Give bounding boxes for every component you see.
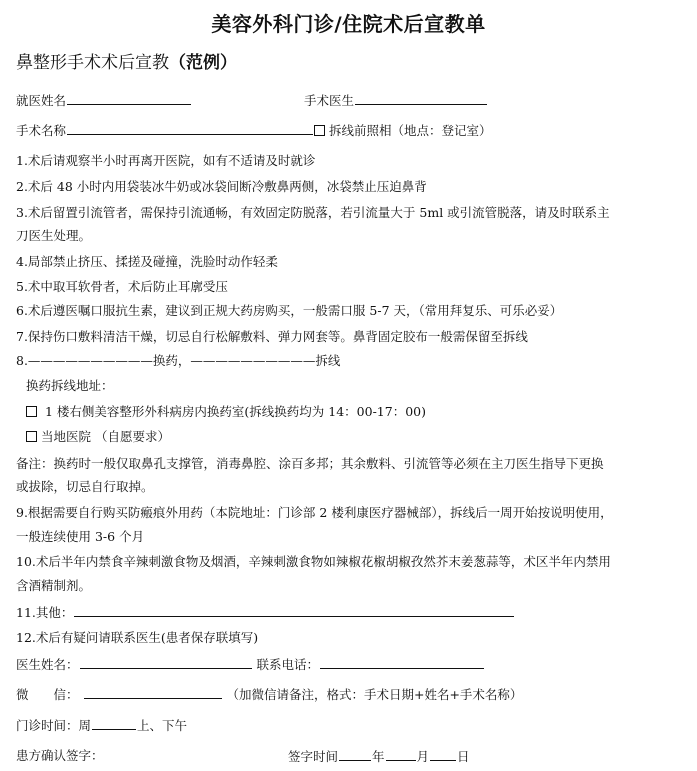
- item-7: 7.保持伤口敷料清洁干燥，切忌自行松解敷料、弹力网套等。鼻背固定胶布一般需保留至拆线: [16, 329, 528, 344]
- wechat-note: （加微信请备注，格式：手术日期+姓名+手术名称）: [226, 687, 523, 702]
- surgery-name-row: [16, 122, 492, 139]
- item-9-line-1: 9.根据需要自行购买防瘢痕外用药（本院地址：门诊部 2 楼利康医疗器械部），拆线后一周开始按说明使用，: [16, 505, 613, 520]
- patient-name-field[interactable]: [67, 92, 191, 105]
- item-1: 1.术后请观察半小时再离开医院，如有不适请及时就诊: [16, 153, 316, 168]
- doctor-name-field[interactable]: [80, 656, 252, 669]
- clinic-day-field[interactable]: [92, 717, 136, 730]
- address-option-1-checkbox[interactable]: [26, 406, 37, 417]
- item-9-line-2: 一般连续使用 3-6 个月: [16, 529, 145, 544]
- wechat-row: [16, 686, 522, 703]
- sign-day-label: 日: [457, 749, 470, 764]
- document-subtitle: [16, 48, 237, 73]
- note-line-1: 备注：换药时一般仅取鼻孔支撑管，消毒鼻腔、涂百多邦；其余敷料、引流管等必须在主刀医生指导下更换: [16, 456, 604, 471]
- subtitle-paren-open: （: [169, 53, 186, 73]
- sign-time-label: 签字时间: [288, 749, 339, 764]
- surgeon-field[interactable]: [355, 92, 487, 105]
- doctor-contact-row: [16, 656, 485, 673]
- other-field[interactable]: [74, 604, 514, 617]
- wechat-field[interactable]: [84, 686, 222, 699]
- item-2: 2.术后 48 小时内用袋装冰牛奶或冰袋间断冷敷鼻两侧，冰袋禁止压迫鼻背: [16, 179, 427, 194]
- clinic-time-suffix: 上、下午: [137, 718, 188, 733]
- patient-sign-label: 患方确认签字：: [16, 748, 104, 763]
- patient-sign-row: [16, 748, 104, 764]
- surgeon-row: [304, 92, 488, 109]
- sign-month-field[interactable]: [386, 748, 416, 761]
- subtitle-example: 范例: [186, 53, 220, 73]
- sign-month-label: 月: [416, 749, 430, 764]
- item-6: 6.术后遵医嘱口服抗生素，建议到正规大药房购买，一般需口服 5-7 天，（常用拜复乐、可乐必妥）: [16, 303, 563, 318]
- item-3-line-2: 刀医生处理。: [16, 228, 92, 243]
- item-3-line-1: 3.术后留置引流管者，需保持引流通畅，有效固定防脱落，若引流量大于 5ml 或引流管脱落，请及时联系主: [16, 205, 610, 220]
- item-10-line-1: 10.术后半年内禁食辛辣刺激食物及烟酒，辛辣刺激食物如辣椒花椒胡椒孜然芥末姜葱蒜等，术区半年内禁用: [16, 554, 611, 569]
- item-8: 8.——————————换药，——————————拆线: [16, 353, 341, 368]
- item-10-line-2: 含酒精制剂。: [16, 578, 92, 593]
- address-option-2: [26, 429, 170, 445]
- sign-time-row: [288, 748, 470, 765]
- patient-name-label: 就医姓名: [16, 93, 67, 108]
- doctor-name-label: 医生姓名：: [16, 657, 79, 672]
- address-option-2-label: 当地医院 （自愿要求）: [41, 429, 170, 444]
- photo-label: 拆线前照相（地点：登记室）: [329, 123, 492, 138]
- clinic-time-label: 门诊时间：周: [16, 718, 92, 733]
- photo-checkbox[interactable]: [314, 125, 325, 136]
- note-line-2: 或拔除，切忌自行取掉。: [16, 479, 154, 494]
- address-option-1: [26, 404, 426, 420]
- phone-field[interactable]: [320, 656, 484, 669]
- item-11-row: [16, 604, 515, 621]
- item-11-label: 11.其他：: [16, 605, 74, 620]
- item-4: 4.局部禁止挤压、揉搓及碰撞，洗脸时动作轻柔: [16, 254, 278, 269]
- address-option-2-checkbox[interactable]: [26, 431, 37, 442]
- address-option-1-label: 1 楼右侧美容整形外科病房内换药室(拆线换药均为 14：00-17：00): [44, 404, 426, 419]
- sign-year-field[interactable]: [339, 748, 371, 761]
- item-12: 12.术后有疑问请联系医生(患者保存联填写): [16, 630, 259, 645]
- wechat-label: 微 信：: [16, 687, 79, 702]
- subtitle-paren-close: ）: [220, 53, 237, 73]
- phone-label: 联系电话：: [256, 657, 320, 672]
- sign-day-field[interactable]: [430, 748, 456, 761]
- surgery-name-label: 手术名称: [16, 123, 67, 138]
- patient-surgeon-row: [16, 92, 192, 109]
- page-title: 美容外科门诊/住院术后宣教单: [211, 12, 486, 36]
- subtitle-main: 鼻整形手术术后宣教: [16, 53, 169, 73]
- surgeon-label: 手术医生: [304, 93, 355, 108]
- item-5: 5.术中取耳软骨者，术后防止耳廓受压: [16, 279, 228, 294]
- surgery-name-field[interactable]: [67, 122, 313, 135]
- clinic-time-row: [16, 717, 187, 734]
- address-label: 换药拆线地址：: [26, 378, 114, 393]
- sign-year-label: 年: [372, 749, 385, 764]
